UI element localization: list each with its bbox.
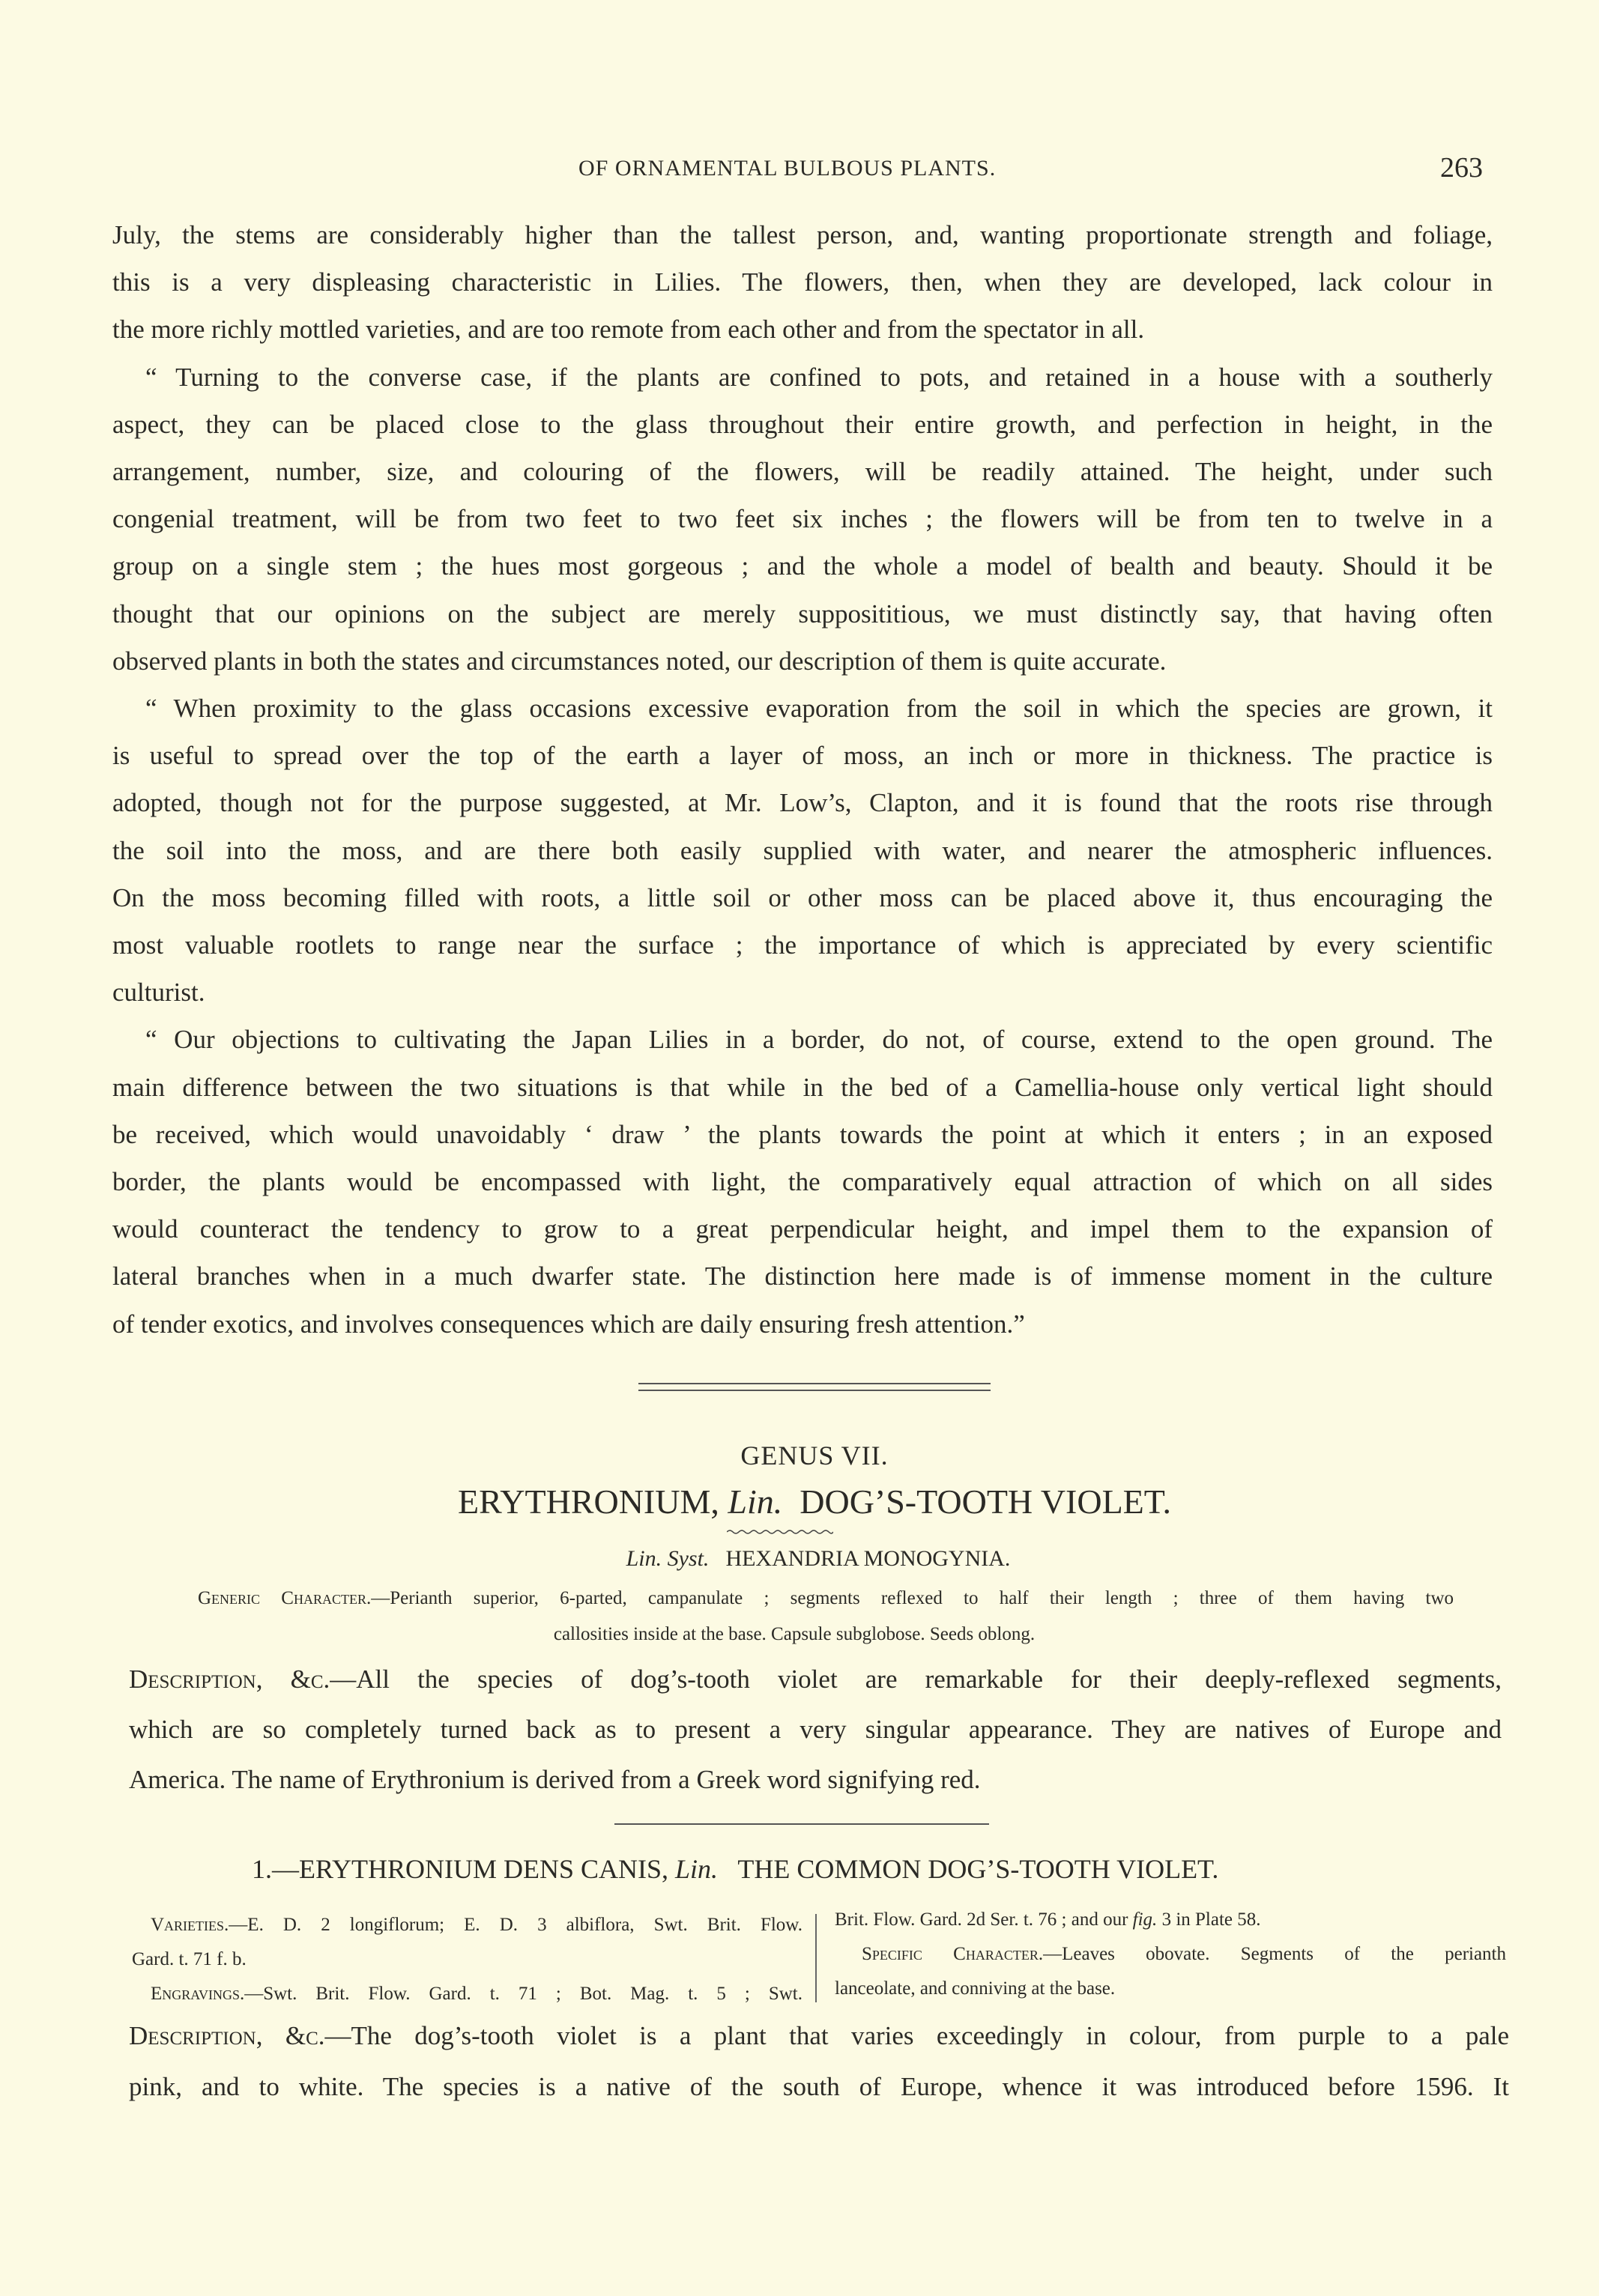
- specific-text-1: —Leaves obovate. Segments of the perianth: [1043, 1944, 1507, 1964]
- text-line: arrangement, number, size, and colouring of the flowers, will be readily attained. The height, under such: [112, 457, 1493, 487]
- varieties-line1: [151, 1908, 802, 1942]
- description1-line1: [129, 1654, 1502, 1704]
- running-title: OF ORNAMENTAL BULBOUS PLANTS.: [578, 156, 997, 181]
- description2-text-1: —The dog’s-tooth violet is a plant that varies exceedingly in colour, from purple to a pale: [324, 2021, 1509, 2050]
- genus-number: GENUS VII.: [740, 1441, 889, 1470]
- generic-text-1: —Perianth superior, 6-parted, campanulate ; segments reflexed to half their length ; three of them having two: [371, 1588, 1454, 1608]
- text-line: of tender exotics, and involves consequences which are daily ensuring fresh attention.”: [112, 1309, 1025, 1339]
- text-line: is useful to spread over the top of the earth a layer of moss, an inch or more in thickness. The practice is: [112, 741, 1493, 771]
- genus-title: [0, 1482, 1599, 1521]
- description2-line1: [129, 2011, 1509, 2061]
- text-line: the soil into the moss, and are there both easily supplied with water, and nearer the atmospheric influences.: [112, 835, 1493, 865]
- text-line: congenial treatment, will be from two feet to two feet six inches ; the flowers will be from ten to twelve in a: [112, 504, 1493, 534]
- section-rule: [614, 1823, 989, 1825]
- text-line: lateral branches when in a much dwarfer state. The distinction here made is of immense moment in the culture: [112, 1261, 1493, 1291]
- varieties-line2: [132, 1942, 247, 1977]
- text-line: aspect, they can be placed close to the glass throughout their entire growth, and perfection in height, in the: [112, 409, 1493, 439]
- genus-authority: Lin.: [728, 1482, 783, 1521]
- text-line: this is a very displeasing characteristic in Lilies. The flowers, then, when they are developed, lack colour in: [112, 267, 1493, 297]
- linnaean-system: [0, 1546, 1599, 1572]
- varieties-label: Varieties.: [151, 1915, 229, 1935]
- species-authority: Lin.: [675, 1854, 719, 1884]
- right-fig: fig.: [1132, 1909, 1158, 1930]
- description2-label: Description, &c.: [129, 2021, 325, 2050]
- text-line: group on a single stem ; the hues most gorgeous ; and the whole a model of bealth and beauty. Should it be: [112, 551, 1493, 581]
- description1-line3: America. The name of Erythronium is derived from a Greek word signifying red.: [129, 1765, 981, 1794]
- text-line: the more richly mottled varieties, and are too remote from each other and from the spectator in all.: [112, 315, 1145, 345]
- page-number: 263: [1440, 152, 1483, 184]
- text-line: On the moss becoming filled with roots, a little soil or other moss can be placed above it, thus encouraging the: [112, 882, 1493, 912]
- right-text-b: 3 in Plate 58.: [1161, 1909, 1261, 1930]
- engravings-line: [151, 1977, 802, 2011]
- text-line: would counteract the tendency to grow to a great perpendicular height, and impel them to the expansion of: [112, 1214, 1493, 1244]
- description-label: Description, &c.: [129, 1665, 330, 1694]
- engravings-label: Engravings.: [151, 1984, 245, 2004]
- varieties-text: —E. D. 2 longiflorum; E. D. 3 albiflora, Swt. Brit. Flow.: [229, 1915, 802, 1935]
- description1-line2: which are so completely turned back as to present a very singular appearance. They are natives of Europe and: [129, 1715, 1502, 1744]
- generic-label: Generic Character.: [198, 1588, 372, 1608]
- text-line: adopted, though not for the purpose suggested, at Mr. Low’s, Clapton, and it is found that the roots rise through: [112, 788, 1493, 818]
- engravings-text: —Swt. Brit. Flow. Gard. t. 71 ; Bot. Mag. t. 5 ; Swt.: [244, 1984, 802, 2004]
- species-common-name: THE COMMON DOG’S-TOOTH VIOLET.: [737, 1854, 1219, 1884]
- text-line: “ Turning to the converse case, if the plants are confined to pots, and retained in a house with a southerly: [145, 362, 1493, 392]
- species-heading: [252, 1853, 1218, 1885]
- text-line: July, the stems are considerably higher than the tallest person, and, wanting proportionate strength and foliage,: [112, 220, 1493, 249]
- description2-line2: pink, and to white. The species is a native of the south of Europe, whence it was introduced before 1596. It: [129, 2072, 1509, 2101]
- wavy-rule: [727, 1528, 833, 1536]
- specific-character: [862, 1937, 1506, 1972]
- text-line: “ Our objections to cultivating the Japan Lilies in a border, do not, of course, extend to the open ground. The: [145, 1025, 1493, 1055]
- genus-common-name: DOG’S-TOOTH VIOLET.: [800, 1482, 1171, 1521]
- varieties-text-2: Gard. t. 71 f. b.: [132, 1949, 247, 1969]
- specific-label: Specific Character.: [862, 1944, 1044, 1964]
- text-line: culturist.: [112, 978, 205, 1008]
- syst-label: Lin. Syst.: [626, 1546, 710, 1571]
- description1-text-1: —All the species of dog’s-tooth violet are remarkable for their deeply-reflexed segments,: [330, 1665, 1502, 1694]
- text-line: be received, which would unavoidably ‘ draw ’ the plants towards the point at which it enters ; in an exposed: [112, 1119, 1493, 1149]
- text-line: border, the plants would be encompassed with light, the comparatively equal attraction of which on all sides: [112, 1167, 1493, 1197]
- double-rule-bottom: [638, 1390, 991, 1391]
- body-text: [112, 211, 1493, 1348]
- generic-text-2: callosities inside at the base. Capsule subglobose. Seeds oblong.: [553, 1624, 1036, 1644]
- column-divider: [815, 1914, 817, 2002]
- text-line: observed plants in both the states and circumstances noted, our description of them is quite accurate.: [112, 646, 1167, 676]
- text-line: thought that our opinions on the subject are merely supposititious, we must distinctly say, that having often: [112, 599, 1493, 628]
- genus-name: ERYTHRONIUM,: [458, 1482, 719, 1521]
- generic-character: [198, 1588, 1454, 1609]
- double-rule-top: [638, 1383, 991, 1384]
- specific-line2: lanceolate, and conniving at the base.: [835, 1978, 1116, 1999]
- text-line: main difference between the two situations is that while in the bed of a Camellia-house only vertical light should: [112, 1072, 1493, 1102]
- syst-value: HEXANDRIA MONOGYNIA.: [725, 1546, 1011, 1571]
- text-line: “ When proximity to the glass occasions excessive evaporation from the soil in which the species are grown, it: [145, 694, 1493, 724]
- right-col-line1: [835, 1903, 1261, 1937]
- right-text-a: Brit. Flow. Gard. 2d Ser. t. 76 ; and our: [835, 1909, 1128, 1930]
- species-latin-name: 1.—ERYTHRONIUM DENS CANIS,: [252, 1854, 669, 1884]
- text-line: most valuable rootlets to range near the surface ; the importance of which is appreciated by every scientific: [112, 930, 1493, 960]
